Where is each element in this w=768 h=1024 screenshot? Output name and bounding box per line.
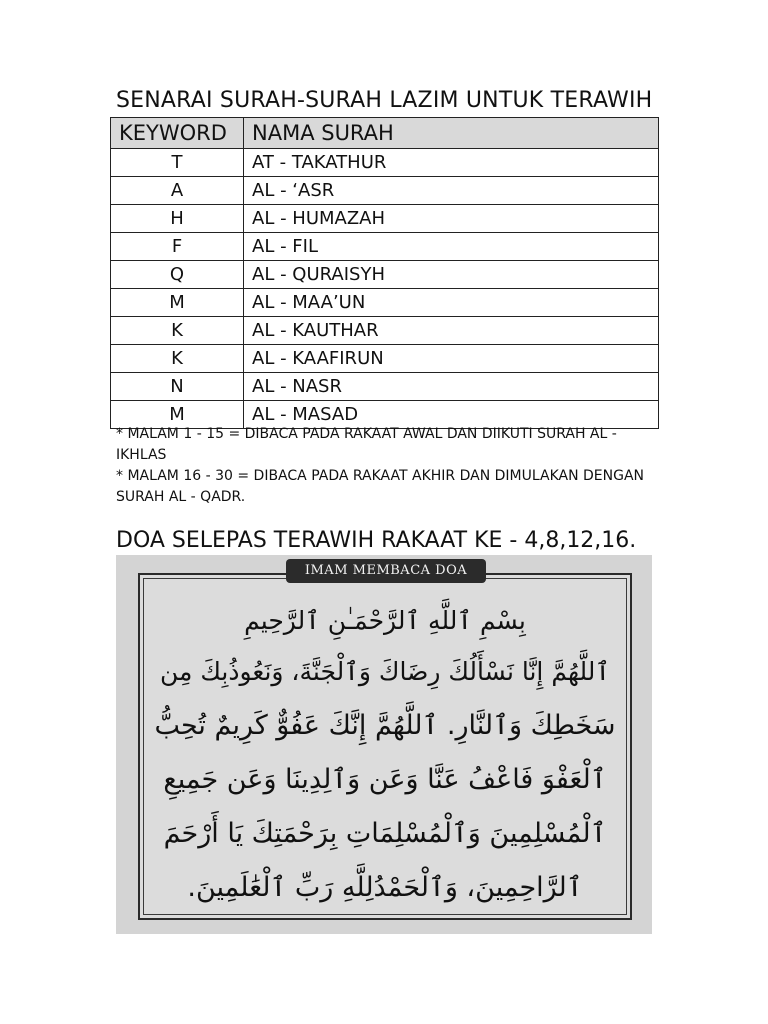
surah-cell: AT - TAKATHUR [244,149,659,177]
doa-line: سَخَطِكَ وَٱلنَّارِ. ٱللَّهُمَّ إِنَّكَ عَفُوٌّ كَرِيمٌ تُحِبُّ [154,710,616,741]
table-row [111,289,659,317]
keyword-cell: F [111,233,244,261]
doa-line: ٱلرَّاحِمِينَ، وَٱلْحَمْدُلِلَّهِ رَبِّ ٱلْعَٰلَمِينَ. [187,872,583,903]
surah-cell: AL - KAUTHAR [244,317,659,345]
doa-line: ٱلْعَفْوَ فَاعْفُ عَنَّا وَعَن وَٱلِدِينَا وَعَن جَمِيعِ [163,764,607,795]
note-malam-1-15: * MALAM 1 - 15 = DIBACA PADA RAKAAT AWAL DAN DIIKUTI SURAH AL - IKHLAS [116,426,617,463]
keyword-cell: H [111,205,244,233]
table-row [111,317,659,345]
table-row [111,177,659,205]
table-row [111,345,659,373]
doa-text [152,597,618,915]
surah-cell: AL - QURAISYH [244,261,659,289]
keyword-cell: M [111,401,244,429]
note-malam-16-30: * MALAM 16 - 30 = DIBACA PADA RAKAAT AKHIR DAN DIMULAKAN DENGAN SURAH AL - QADR. [116,468,645,505]
doa-badge: IMAM MEMBACA DOA [286,559,486,583]
keyword-cell: N [111,373,244,401]
surah-cell: AL - NASR [244,373,659,401]
surah-table [110,117,659,429]
surah-cell: AL - KAAFIRUN [244,345,659,373]
table-row [111,373,659,401]
keyword-cell: K [111,317,244,345]
table-row [111,149,659,177]
surah-cell: AL - FIL [244,233,659,261]
table-row [111,233,659,261]
column-header-keyword: KEYWORD [111,118,244,149]
surah-cell: AL - HUMAZAH [244,205,659,233]
doa-image [116,555,652,934]
table-header-row [111,118,659,149]
keyword-cell: T [111,149,244,177]
keyword-cell: K [111,345,244,373]
table-row [111,205,659,233]
surah-cell: AL - MASAD [244,401,659,429]
table-row [111,261,659,289]
surah-cell: AL - MAA’UN [244,289,659,317]
keyword-cell: Q [111,261,244,289]
column-header-nama-surah: NAMA SURAH [244,118,659,149]
keyword-cell: M [111,289,244,317]
doa-heading: DOA SELEPAS TERAWIH RAKAAT KE - 4,8,12,16. [116,528,637,553]
page-title: SENARAI SURAH-SURAH LAZIM UNTUK TERAWIH [116,88,653,113]
doa-line: ٱللَّهُمَّ إِنَّا نَسْأَلُكَ رِضَاكَ وَٱلْجَنَّةَ، وَنَعُوذُبِكَ مِن [159,657,611,686]
surah-cell: AL - ‘ASR [244,177,659,205]
doa-line: ٱلْمُسْلِمِينَ وَٱلْمُسْلِمَاتِ بِرَحْمَتِكَ يَا أَرْحَمَ [163,818,607,849]
doa-line-basmala: بِسْمِ ٱللَّهِ ٱلرَّحْمَـٰنِ ٱلرَّحِيمِ [244,606,526,635]
keyword-cell: A [111,177,244,205]
notes [116,424,661,508]
